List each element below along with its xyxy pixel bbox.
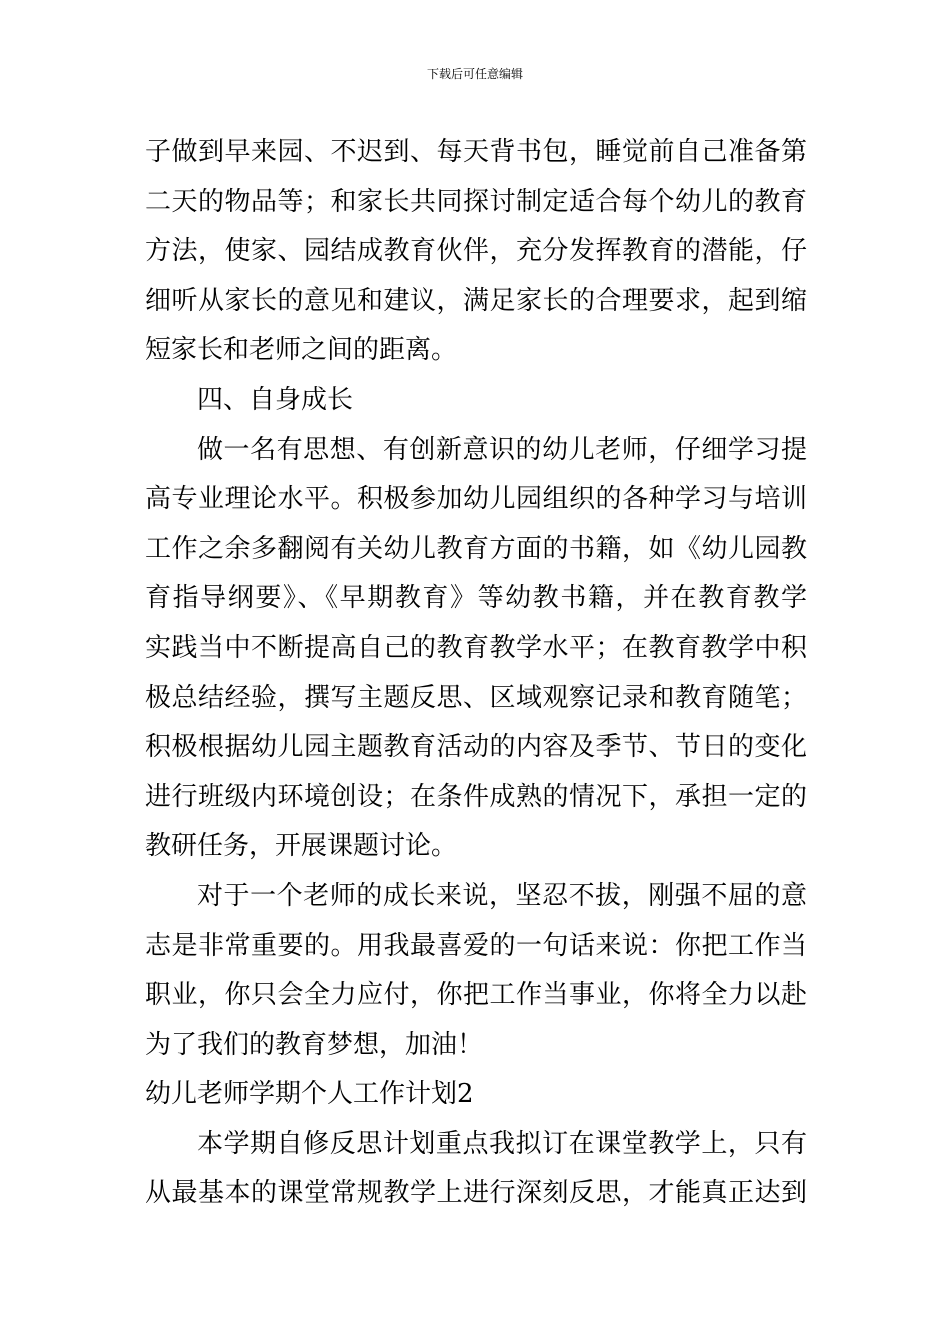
text-line: 教研任务，开展课题讨论。 [145,831,458,862]
text-line: 极总结经验，撰写主题反思、区域观察记录和教育随笔； [145,682,807,713]
heading-line: 四、自身成长 [197,384,354,415]
text-line: 子做到早来园、不迟到、每天背书包，睡觉前自己准备第 [145,137,807,167]
text-line: 实践当中不断提高自己的教育教学水平；在教育教学中积 [145,632,807,663]
text-line: 积极根据幼儿园主题教育活动的内容及季节、节日的变化 [145,732,807,763]
document-body [145,128,807,1219]
text-line: 职业，你只会全力应付，你把工作当事业，你将全力以赴 [145,980,807,1011]
section-heading [145,376,807,426]
text-line: 从最基本的课堂常规教学上进行深刻反思，才能真正达到 [145,1178,807,1209]
text-line: 方法，使家、园结成教育伙伴，充分发挥教育的潜能，仔 [145,236,807,267]
text-line: 本学期自修反思计划重点我拟订在课堂教学上，只有 [197,1128,807,1159]
text-line: 工作之余多翻阅有关幼儿教育方面的书籍，如《幼儿园教 [145,533,807,564]
paragraph-perseverance [145,872,807,1070]
text-line: 为了我们的教育梦想，加油！ [145,1029,484,1060]
page-header: 下载后可任意编辑 [426,67,523,81]
text-line: 短家长和老师之间的距离。 [145,335,458,366]
text-line: 二天的物品等；和家长共同探讨制定适合每个幼儿的教育 [145,186,807,217]
text-line: 做一名有思想、有创新意识的幼儿老师，仔细学习提 [197,434,807,465]
paragraph-self-growth [145,426,807,872]
document-title [145,1070,807,1120]
text-line: 志是非常重要的。用我最喜爱的一句话来说：你把工作当 [145,930,807,961]
text-line: 高专业理论水平。积极参加幼儿园组织的各种学习与培训 [145,484,807,515]
text-line: 细听从家长的意见和建议，满足家长的合理要求，起到缩 [145,285,807,316]
paragraph-continuation [145,128,807,376]
text-line: 育指导纲要》、《早期教育》等幼教书籍，并在教育教学 [145,583,807,614]
text-line: 对于一个老师的成长来说，坚忍不拔，刚强不屈的意 [197,880,807,911]
text-line: 进行班级内环境创设；在条件成熟的情况下，承担一定的 [145,781,807,812]
paragraph-semester-plan [145,1120,807,1219]
title-line: 幼儿老师学期个人工作计划2 [145,1079,474,1110]
